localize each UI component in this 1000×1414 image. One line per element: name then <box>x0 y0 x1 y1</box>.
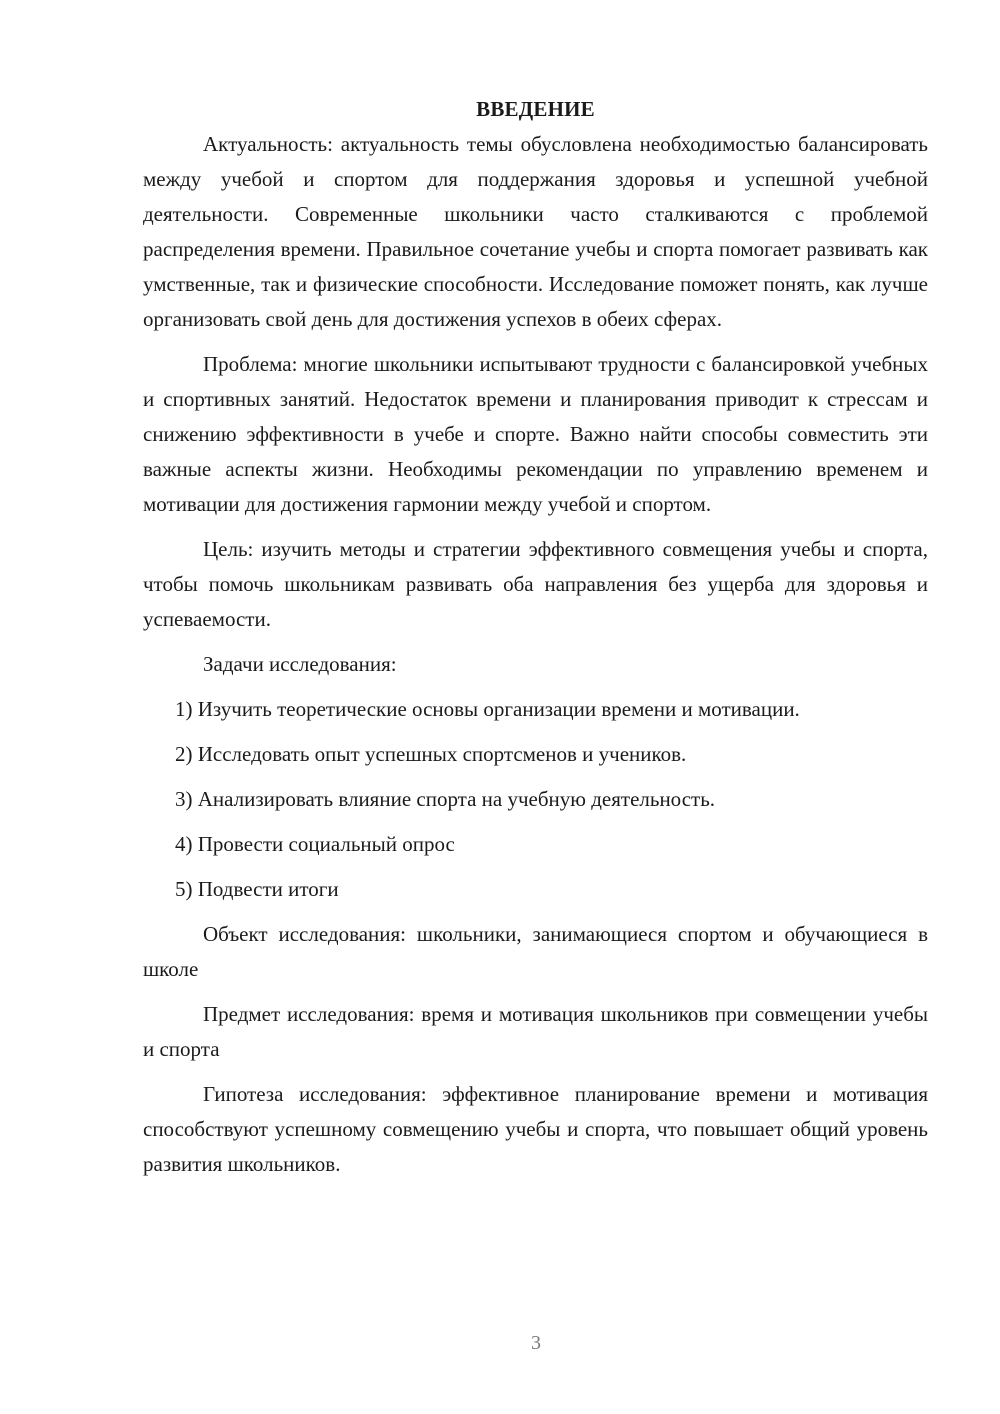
page-content <box>143 92 928 1182</box>
section-title: ВВЕДЕНИЕ <box>476 97 595 121</box>
paragraph-problem: Проблема: многие школьники испытывают трудности с балансировкой учебных и спортивных занятий. Недостаток времени и планирования приводит к стрессам и снижению эффективности в учебе и спорте. Важно найти способы совместить эти важные аспекты жизни. Необходимы рекомендации по управлению временем и мотивации для достижения гармонии между учебой и спортом. <box>143 352 928 516</box>
page-number: 3 <box>531 1332 541 1354</box>
task-item-3: 3) Анализировать влияние спорта на учебную деятельность. <box>175 787 716 811</box>
task-item-5: 5) Подвести итоги <box>175 877 339 901</box>
paragraph-goal: Цель: изучить методы и стратегии эффективного совмещения учебы и спорта, чтобы помочь школьникам развивать оба направления без ущерба для здоровья и успеваемости. <box>143 537 928 631</box>
paragraph-subject: Предмет исследования: время и мотивация школьников при совмещении учебы и спорта <box>143 1002 928 1061</box>
task-item-2: 2) Исследовать опыт успешных спортсменов и учеников. <box>175 742 687 766</box>
paragraph-object: Объект исследования: школьники, занимающиеся спортом и обучающиеся в школе <box>143 922 928 981</box>
task-item-1: 1) Изучить теоретические основы организации времени и мотивации. <box>175 697 800 721</box>
paragraph-relevance: Актуальность: актуальность темы обусловлена необходимостью балансировать между учебой и спортом для поддержания здоровья и успешной учебной деятельности. Современные школьники часто сталкиваются с проблемой распределения времени. Правильное сочетание учебы и спорта помогает развивать как умственные, так и физические способности. Исследование поможет понять, как лучше организовать свой день для достижения успехов в обеих сферах. <box>143 132 928 331</box>
paragraph-hypothesis: Гипотеза исследования: эффективное планирование времени и мотивация способствуют успешному совмещению учебы и спорта, что повышает общий уровень развития школьников. <box>143 1082 928 1176</box>
tasks-heading: Задачи исследования: <box>203 652 397 676</box>
task-item-4: 4) Провести социальный опрос <box>175 832 455 856</box>
